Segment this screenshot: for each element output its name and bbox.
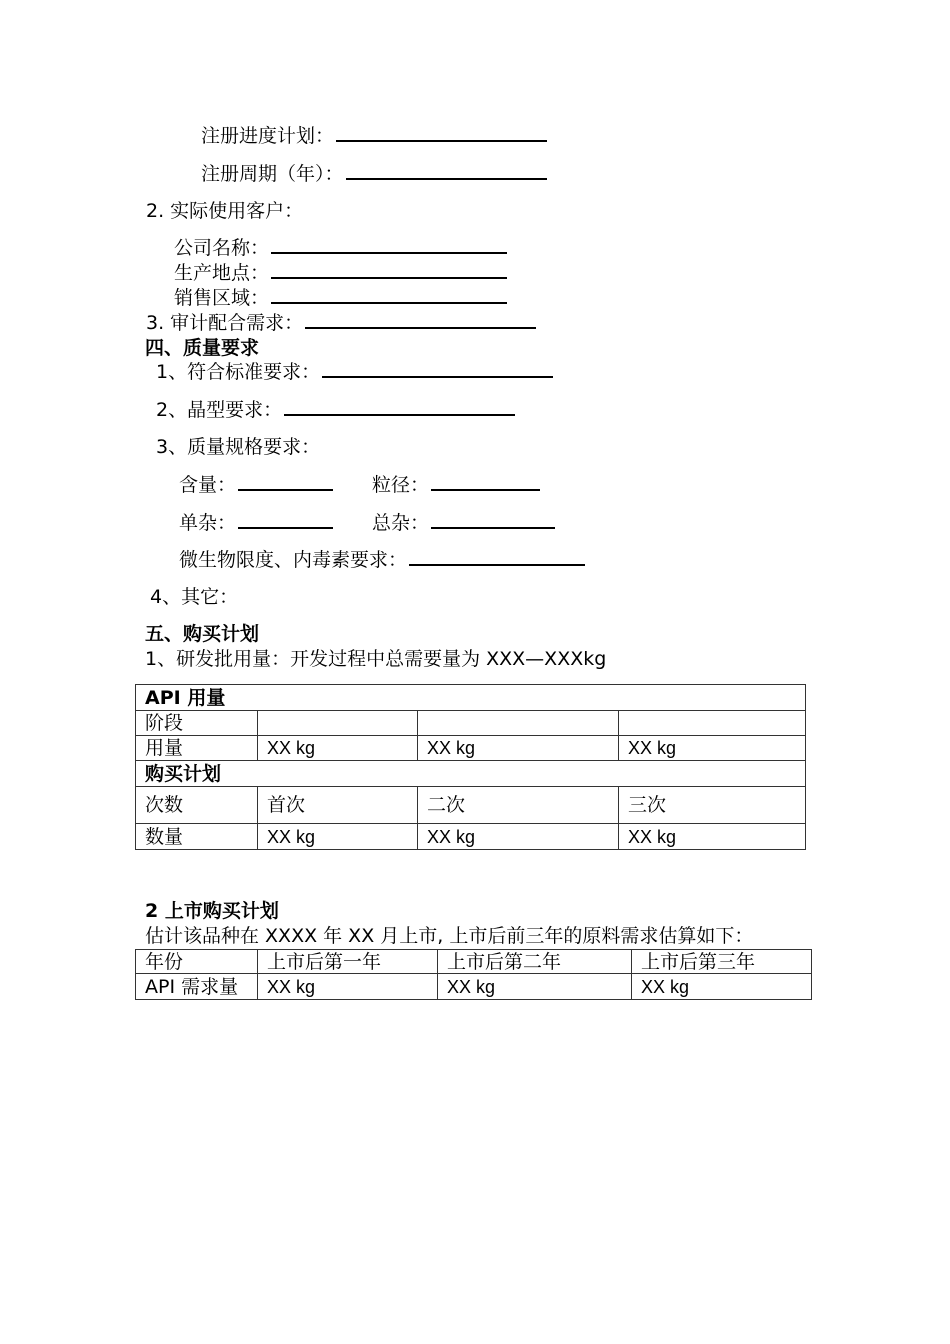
other-label: 4、其它： [150,586,239,608]
micro-field[interactable] [409,548,585,566]
count-value: 二次 [418,787,619,824]
crystal-row [156,398,515,422]
stage-cell[interactable] [418,711,619,736]
table-row [136,685,806,711]
market-demand-table [135,949,812,1000]
audit-label: 3. 审计配合需求： [146,312,304,334]
single-impurity-field[interactable] [238,511,333,529]
table-row [136,824,806,850]
crystal-field[interactable] [284,398,515,416]
api-demand-value: XX kg [632,974,812,1000]
count-value: 三次 [619,787,806,824]
particle-row [372,473,540,497]
production-site-field[interactable] [271,261,507,279]
sales-region-label: 销售区域： [174,287,270,309]
registration-period-label: 注册周期（年）： [201,163,344,185]
total-impurity-field[interactable] [431,511,555,529]
registration-progress-field[interactable] [336,124,547,142]
micro-row [179,548,585,572]
api-demand-label: API 需求量 [136,974,258,1000]
production-site-row [174,261,507,285]
quantity-value: XX kg [418,824,619,850]
rd-usage-line: 1、研发批用量：开发过程中总需要量为 XXX—XXXkg [145,648,607,670]
table-row [136,761,806,787]
quantity-value: XX kg [258,824,418,850]
api-usage-title: API 用量 [136,685,806,711]
content-label: 含量： [179,474,237,496]
api-usage-table [135,684,806,850]
registration-progress-row [201,124,547,148]
audit-field[interactable] [305,311,536,329]
sales-region-row [174,286,507,310]
crystal-label: 2、晶型要求： [156,399,283,421]
api-demand-value: XX kg [438,974,632,1000]
particle-label: 粒径： [372,474,430,496]
single-impurity-label: 单杂： [179,512,237,534]
company-name-label: 公司名称： [174,237,270,259]
stage-cell[interactable] [258,711,418,736]
registration-progress-label: 注册进度计划： [201,125,335,147]
year-value: 上市后第二年 [438,950,632,974]
table-row [136,711,806,736]
purchase-plan-title: 购买计划 [136,761,806,787]
single-impurity-row [179,511,333,535]
usage-value: XX kg [258,736,418,761]
particle-field[interactable] [431,473,540,491]
audit-row [146,311,536,335]
micro-label: 微生物限度、内毒素要求： [179,549,408,571]
usage-value: XX kg [418,736,619,761]
total-impurity-label: 总杂： [372,512,430,534]
standard-row [156,360,553,384]
year-value: 上市后第三年 [632,950,812,974]
year-value: 上市后第一年 [258,950,438,974]
usage-value: XX kg [619,736,806,761]
company-name-row [174,236,507,260]
total-impurity-row [372,511,555,535]
quality-heading: 四、质量要求 [145,337,260,359]
registration-period-field[interactable] [346,162,547,180]
year-label: 年份 [136,950,258,974]
market-estimate-line: 估计该品种在 XXXX 年 XX 月上市, 上市后前三年的原料需求估算如下： [145,925,754,947]
content-field[interactable] [238,473,333,491]
standard-label: 1、符合标准要求： [156,361,321,383]
table-row [136,974,812,1000]
stage-label: 阶段 [136,711,258,736]
quantity-value: XX kg [619,824,806,850]
standard-field[interactable] [322,360,553,378]
api-demand-value: XX kg [258,974,438,1000]
registration-period-row [201,162,547,186]
usage-label: 用量 [136,736,258,761]
stage-cell[interactable] [619,711,806,736]
production-site-label: 生产地点： [174,262,270,284]
sales-region-field[interactable] [271,286,507,304]
purchase-heading: 五、购买计划 [145,623,260,645]
company-name-field[interactable] [271,236,507,254]
count-value: 首次 [258,787,418,824]
quantity-label: 数量 [136,824,258,850]
table-row [136,736,806,761]
spec-heading: 3、质量规格要求： [156,436,321,458]
table-row [136,950,812,974]
count-label: 次数 [136,787,258,824]
table-row [136,787,806,824]
market-heading: 2 上市购买计划 [145,900,279,922]
content-row [179,473,333,497]
actual-customer-heading: 2. 实际使用客户： [146,200,304,222]
